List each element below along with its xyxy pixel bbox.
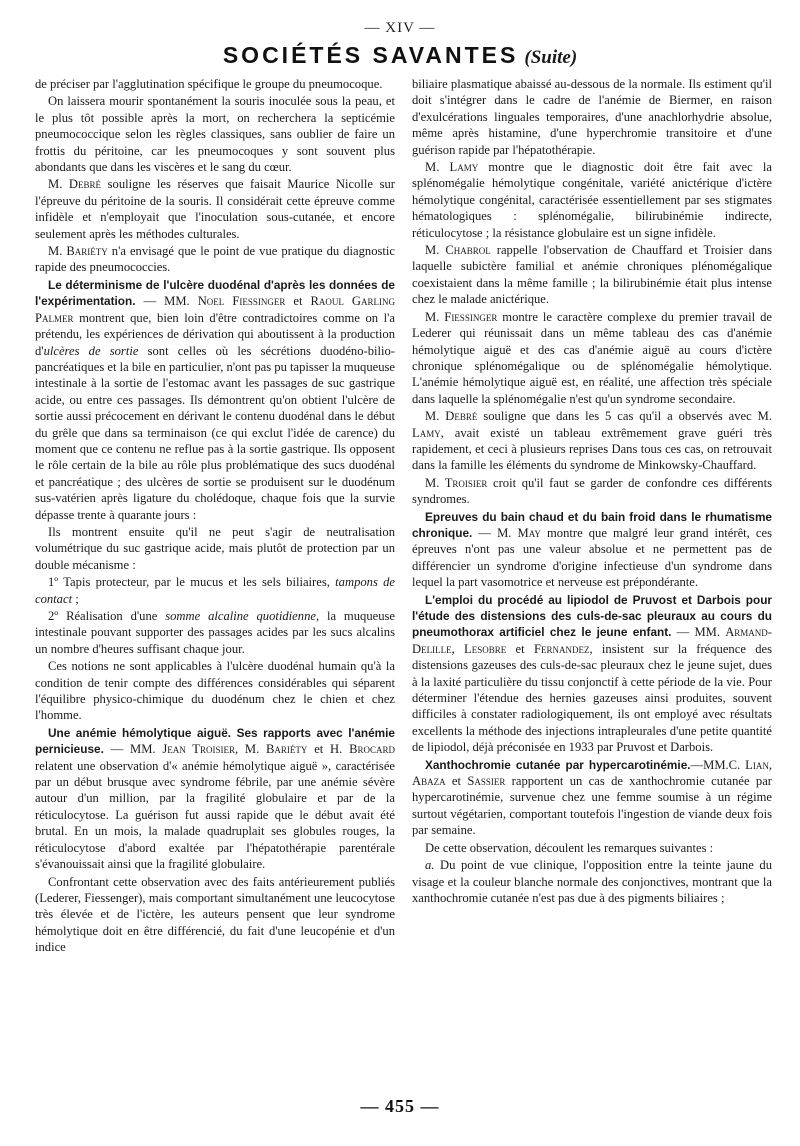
paragraph: Xanthochromie cutanée par hypercarotinémie.—MM.C. Lian, Abaza et Sassier rapportent un cas de xanthochromie cutanée par hypercarotinémie, survenue chez une femme soumise à un régime surtout végétarien, comportant toutefois l'ingestion de viande deux fois par semaine. [412, 757, 772, 838]
article-rubric: Xanthochromie cutanée par hypercarotinémie. [425, 757, 691, 772]
italic-term: somme alcaline quotidienne, [165, 609, 320, 623]
author-name: Lesobre [464, 641, 507, 656]
left-column [35, 76, 395, 1086]
article-rubric: Une anémie hémolytique aiguë. Ses rapports avec l'anémie pernicieuse. [35, 725, 395, 757]
paragraph: M. Debré souligne les réserves que faisait Maurice Nicolle sur l'épreuve du péritoine de la souris. Il considérait cette épreuve comme infidèle et n'employait que l'inoculation sous-cutanée, et encore seulement après les méthodes culturales. [35, 177, 395, 241]
author-name: M. Lamy [425, 160, 479, 175]
author-name: M. Debré [48, 177, 102, 192]
section-title-suffix: (Suite) [524, 47, 578, 68]
list-item: 2º Réalisation d'une somme alcaline quotidienne, la muqueuse intestinale pouvant supporter des passages acides par les sucs alcalins un nombre d'heures suffisant chaque jour. [35, 609, 395, 656]
article-rubric: Le déterminisme de l'ulcère duodénal d'après les données de l'expérimentation. [35, 277, 395, 309]
paragraph: Le déterminisme de l'ulcère duodénal d'après les données de l'expérimentation. — MM. Noel Fiessinger et Raoul Garling Palmer montrent que, bien loin d'être contradictoires comme on l'a prétendu, les expériences de dérivation qui aboutissent à la production d'ulcères de sortie sont celles où les sécrétions duodéno-bilio-pancréatiques et la bile en particulier, n'ont pas pu tapisser la muqueuse intestinale à la sortie de l'estomac avant les passages de suc gastrique acide, ou entre ces passages. Ils démontrent qu'on obtient l'ulcère de sortie aussi précocement en dérivant le contenu duodénal dans le début du grêle que dans sa terminaison (ce qui exclut l'idée de carence) du moment que ce contenu ne reflue pas à la sortie gastrique. Ils opposent le rôle certain de la bile au rôle plus problématique des sucs duodénal et pancréatique ; des ulcères de sortie se produisent sur le duodénum sus-vatérien après ligature du cholédoque, chaque fois que la survie dépasse trente à quarante jours : [35, 277, 395, 522]
paragraph: On laissera mourir spontanément la souris inoculée sous la peau, et le plus tôt possible après la mort, on recherchera la septicémie pneumococcique selon les règles classiques, sans oublier de faire un frottis du péritoine, car les pneumocoques y sont souvent plus abondants que dans les viscères et le sang du cœur. [35, 94, 395, 175]
italic-term: ulcères de sortie [43, 343, 139, 358]
paragraph: M. Troisier croit qu'il faut se garder de confondre ces différents syndromes. [412, 475, 772, 507]
paragraph: Epreuves du bain chaud et du bain froid dans le rhumatisme chronique. — M. May montre que malgré leur grand intérêt, ces épreuves n'ont pas une valeur absolue et ne permettent pas de différencier un syndrome d'origine infectieuse d'un syndrome dans lequel la part vasomotrice et nerveuse est prépondérante. [412, 509, 772, 590]
italic-term: a. [425, 858, 435, 873]
author-name: Brocard [349, 742, 395, 757]
page-folio: — XIV — [364, 20, 436, 36]
author-name: Armand-Delille [412, 625, 772, 656]
list-item: 1º Tapis protecteur, par le mucus et les sels biliaires, tampons de contact ; [35, 575, 395, 606]
author-name: Sassier [467, 774, 506, 789]
section-header [0, 42, 800, 69]
italic-term: tampons de contact [35, 575, 395, 606]
author-name: M. Troisier [425, 475, 488, 490]
author-name: Abaza [412, 774, 446, 789]
author-name: Lian [745, 757, 769, 772]
author-name: May [517, 525, 541, 540]
author-name: M. Fiessinger [425, 309, 498, 324]
author-name: Lamy [412, 425, 441, 440]
paragraph: Une anémie hémolytique aiguë. Ses rapports avec l'anémie pernicieuse. — MM. Jean Troisier, M. Bariéty et H. Brocard relatent une observation d'« anémie hémolytique aiguë », caractérisée par un début brusque avec syndrome fébrile, par une anémie sévère autour d'un million, par la fragilité globulaire et par de la réticulocytose. La guérison fut aussi rapide que le début avait été brutal. En un mois, la malade quadruplait ses globules rouges, la réticulocytose d'abord exaltée par l'hépatothérapie parentérale s'évanouissait ainsi que la fragilité globulaire. [35, 725, 395, 872]
author-name: M. Bariéty [48, 244, 108, 259]
page-number: — 455 — [360, 1096, 440, 1116]
paragraph: a. Du point de vue clinique, l'opposition entre la teinte jaune du visage et la couleur blanche normale des conjonctives, montrant que la xanthochromie cutanée n'est pas due à des pigments biliaires ; [412, 858, 772, 905]
paragraph: M. Fiessinger montre le caractère complexe du premier travail de Lederer qui réunissait dans un même tableau des cas d'anémie hémolytique aiguë et des cas d'anémie aiguë au cours d'ictère chronique splénomégalique ou de splénomégalie hémolytique. L'anémie hémolytique aiguë est, en réalité, une affection très spéciale dans laquelle la splénomégalie n'est qu'un syndrome secondaire. [412, 309, 772, 406]
author-name: M. Chabrol [425, 243, 491, 258]
article-rubric: Epreuves du bain chaud et du bain froid dans le rhumatisme chronique. [412, 509, 772, 540]
author-name: M. Debré [425, 409, 478, 424]
article-rubric: L'emploi du procédé au lipiodol de Pruvost et Darbois pour l'étude des distensions des culs-de-sac pleuraux au cours du pneumothorax artificiel chez le jeune enfant. [412, 592, 772, 640]
paragraph: De cette observation, découlent les remarques suivantes : [425, 840, 714, 855]
paragraph: M. Debré souligne que dans les 5 cas qu'il a observés avec M. Lamy, avait existé un tableau extrêmement grave guéri très rapidement, et ceci à plusieurs reprises Dans tous ces cas, on retrouvait dans la famille les éléments du syndrome de Minkowsky-Chauffard. [412, 409, 772, 473]
author-name: M. Bariéty [244, 742, 308, 757]
paragraph: Ils montrent ensuite qu'il ne peut s'agir de neutralisation volumétrique du suc gastrique acide, mais plutôt de protection par un double mécanisme : [35, 524, 395, 572]
section-title: SOCIÉTÉS SAVANTES [222, 42, 519, 68]
paragraph: Confrontant cette observation avec des faits antérieurement publiés (Lederer, Fiessenger), mais comportant simultanément une leucocytose très élevée et de l'ictère, les auteurs pensent que leur syndrome hémolytique doit en être différencié, du fait d'une leucopénie et d'un indice [35, 874, 395, 955]
author-name: Fernandez [533, 641, 590, 656]
author-name: Jean Troisier [162, 742, 235, 757]
right-column [412, 76, 772, 1086]
paragraph: L'emploi du procédé au lipiodol de Pruvost et Darbois pour l'étude des distensions des culs-de-sac pleuraux au cours du pneumothorax artificiel chez le jeune enfant. — MM. Armand-Delille, Lesobre et Fernandez, insistent sur la fréquence des distensions gazeuses des culs-de-sac pleuraux chez le jeune sujet, dues à la laxité particulière du tissu conjonctif à cette période de la vie. Pour déterminer l'étendue des hernies gazeuses ainsi produites, souvent difficiles à constater radiologiquement, ils ont employé avec résultats excellents la méthode des injections intrapleurales d'une petite quantité de lipiodol, déjà préconisée en 1933 par Pruvost et Darbois. [412, 592, 772, 755]
paragraph: de préciser par l'agglutination spécifique le groupe du pneumocoque. [35, 77, 383, 91]
author-name: Noel Fiessinger [197, 294, 286, 309]
paragraph: M. Lamy montre que le diagnostic doit être fait avec la splénomégalie hémolytique congénitale, variété anictérique d'ictère hémolytique congénital, caractérisée essentiellement par ses stigmates hématologiques : splénomégalie, bilirubinémie indirecte, réticulocytose ; la résistance globulaire est un signe infidèle. [412, 160, 772, 240]
paragraph: Ces notions ne sont applicables à l'ulcère duodénal humain qu'à la condition de tenir compte des différences considérables qui séparent l'équilibre physico-chimique du duodénum chez le chien et chez l'homme. [35, 659, 395, 723]
paragraph: M. Bariéty n'a envisagé que le point de vue pratique du diagnostic rapide des pneumococcies. [35, 244, 395, 275]
author-name: Raoul Garling Palmer [35, 294, 395, 325]
paragraph: biliaire plasmatique abaissé au-dessous de la normale. Ils estiment qu'il doit s'intégrer dans le cadre de l'anémie de Biermer, en raison d'exulcérations linguales temporaires, d'une anachlorhydrie absolue, même après histamine, d'une hyperchromie transitoire et d'une guérison rapide par l'hépatothérapie. [412, 77, 772, 157]
paragraph: M. Chabrol rappelle l'observation de Chauffard et Troisier dans laquelle subictère familial et anémie chroniques plénomégalique coexistaient dans la même famille ; la bilirubinémie était plus intense chez le malade anictérique. [412, 243, 772, 307]
